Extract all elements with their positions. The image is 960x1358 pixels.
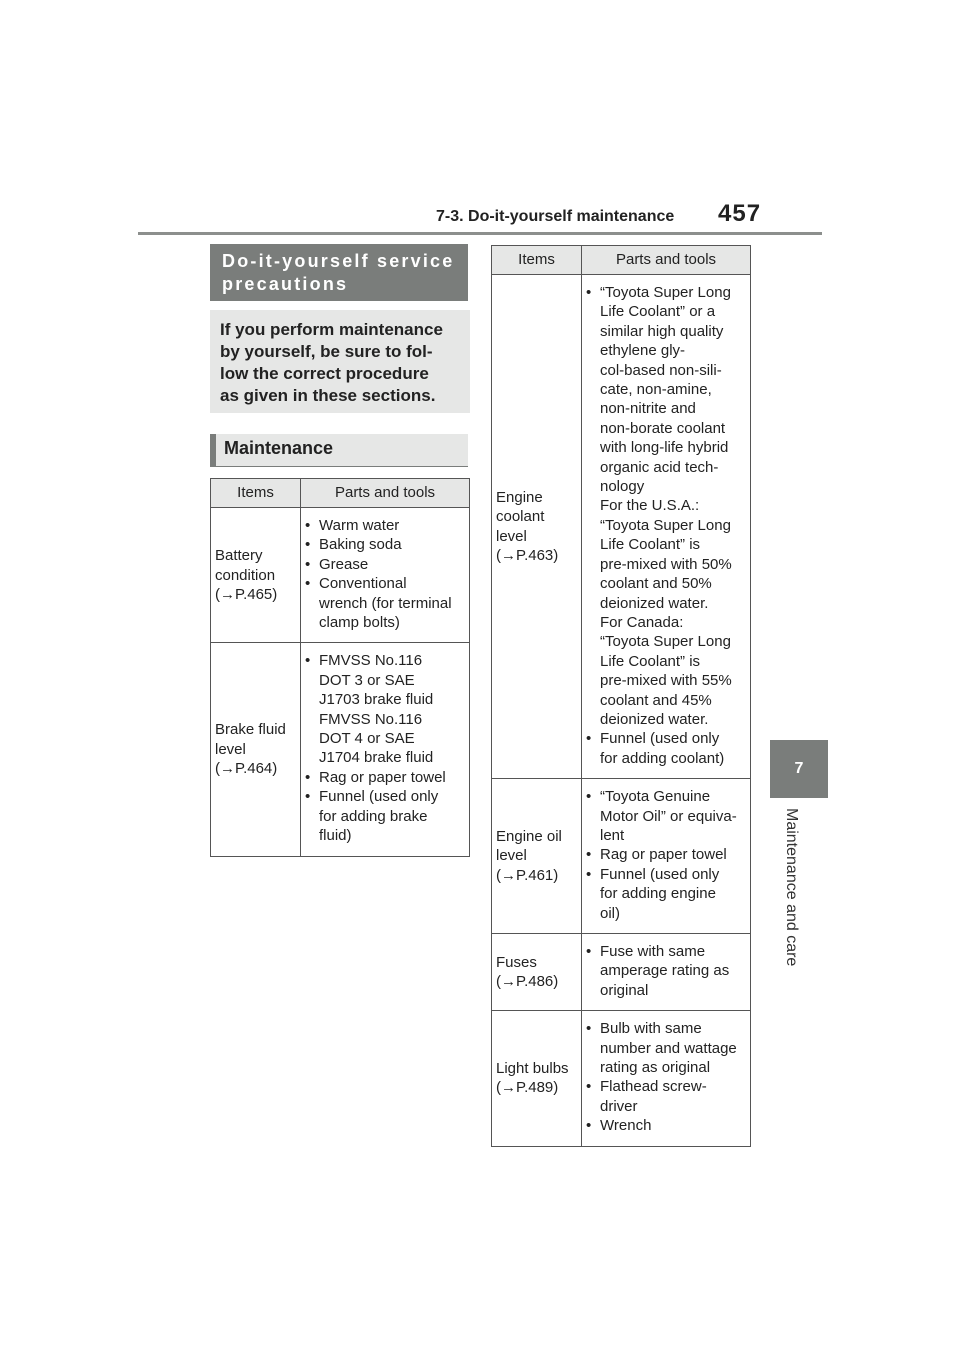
item-line: coolant bbox=[496, 508, 545, 526]
item-line: (→P.464) bbox=[215, 760, 278, 778]
intro-line: low the correct procedure bbox=[220, 364, 429, 383]
item-line: level bbox=[496, 527, 527, 545]
tool-line: coolant and 50% bbox=[600, 575, 712, 593]
tool-line: Life Coolant” or a bbox=[600, 303, 716, 321]
tools-cell bbox=[582, 934, 751, 1011]
item-line: Brake fluid bbox=[215, 721, 286, 739]
tools-cell bbox=[301, 508, 470, 643]
item-line: (→P.461) bbox=[496, 866, 559, 884]
section-header: 7-3. Do-it-yourself maintenance bbox=[436, 208, 675, 225]
tool-bullet-item: • Warm water bbox=[305, 516, 465, 535]
item-cell bbox=[492, 934, 582, 1011]
tool-line: wrench (for terminal bbox=[319, 594, 452, 612]
tools-cell bbox=[301, 643, 470, 856]
item-line: (→P.489) bbox=[496, 1079, 559, 1097]
tool-line: number and wattage bbox=[600, 1039, 737, 1057]
tool-bullet-item: • Funnel (used only bbox=[586, 729, 746, 748]
col-items-header: Items bbox=[492, 246, 582, 275]
table-row bbox=[492, 779, 751, 934]
tools-list bbox=[586, 1019, 746, 1135]
tools-cell bbox=[582, 779, 751, 934]
tool-bullet-item: • Grease bbox=[305, 555, 465, 574]
item-line: (→P.465) bbox=[215, 585, 278, 603]
tool-line: with long-life hybrid bbox=[600, 439, 729, 457]
tool-line: pre-mixed with 50% bbox=[600, 555, 732, 573]
col-tools-header: Parts and tools bbox=[582, 246, 751, 275]
tool-line: DOT 3 or SAE bbox=[319, 671, 415, 689]
tool-bullet-item: • Fuse with same bbox=[586, 942, 746, 961]
tool-bullet-item: • Funnel (used only bbox=[305, 787, 465, 806]
tool-bullet-item: • Flathead screw- bbox=[586, 1077, 746, 1096]
tools-list bbox=[305, 651, 465, 845]
item-line: Fuses bbox=[496, 953, 537, 971]
item-cell bbox=[492, 1011, 582, 1146]
tool-bullet-item: • FMVSS No.116 bbox=[305, 651, 465, 670]
item-line: condition bbox=[215, 566, 276, 584]
table-row bbox=[492, 1011, 751, 1146]
tool-line: non-borate coolant bbox=[600, 419, 726, 437]
precautions-intro bbox=[210, 310, 470, 413]
tool-bullet-item: • Funnel (used only bbox=[586, 865, 746, 884]
precautions-title bbox=[210, 244, 468, 301]
table-row bbox=[211, 508, 470, 643]
maintenance-table-left bbox=[210, 478, 470, 857]
tool-line: pre-mixed with 55% bbox=[600, 672, 732, 690]
tool-line: For the U.S.A.: bbox=[600, 497, 700, 515]
tool-bullet-item: • Wrench bbox=[586, 1116, 746, 1135]
item-cell bbox=[492, 779, 582, 934]
table-header-row bbox=[492, 246, 751, 275]
tool-line: rating as original bbox=[600, 1059, 711, 1077]
tool-bullet-item: • Baking soda bbox=[305, 535, 465, 554]
table-body bbox=[492, 275, 751, 1147]
tool-line: similar high quality bbox=[600, 322, 724, 340]
tool-bullet-item: • Conventional bbox=[305, 574, 465, 593]
tools-list bbox=[586, 787, 746, 923]
tool-line: original bbox=[600, 981, 649, 999]
maintenance-table-right bbox=[491, 245, 751, 1147]
tools-list bbox=[586, 283, 746, 768]
tool-line: organic acid tech- bbox=[600, 458, 719, 476]
item-line: level bbox=[496, 847, 527, 865]
item-line: level bbox=[215, 740, 246, 758]
item-line: Light bulbs bbox=[496, 1060, 569, 1078]
tool-line: “Toyota Super Long bbox=[600, 633, 731, 651]
tool-line: Motor Oil” or equiva- bbox=[600, 807, 737, 825]
tool-line: J1703 brake fluid bbox=[319, 691, 434, 709]
tools-list bbox=[586, 942, 746, 1000]
tool-line: amperage rating as bbox=[600, 962, 730, 980]
tool-bullet-item: • Bulb with same bbox=[586, 1019, 746, 1038]
tool-line: deionized water. bbox=[600, 594, 709, 612]
tool-line: For Canada: bbox=[600, 613, 684, 631]
col-tools-header: Parts and tools bbox=[301, 479, 470, 508]
table-row bbox=[492, 275, 751, 779]
tool-line: ethylene gly- bbox=[600, 342, 686, 360]
intro-line: by yourself, be sure to fol- bbox=[220, 342, 433, 361]
tool-line: oil) bbox=[600, 904, 621, 922]
tool-line: lent bbox=[600, 826, 625, 844]
header-divider bbox=[138, 232, 822, 235]
tool-bullet-item: • Rag or paper towel bbox=[305, 768, 465, 787]
tool-line: Life Coolant” is bbox=[600, 652, 701, 670]
tools-cell bbox=[582, 275, 751, 779]
item-cell bbox=[211, 508, 301, 643]
tools-cell bbox=[582, 1011, 751, 1146]
page-number: 457 bbox=[718, 200, 762, 227]
tool-line: col-based non-sili- bbox=[600, 361, 722, 379]
tool-line: FMVSS No.116 bbox=[319, 710, 423, 728]
tool-line: clamp bolts) bbox=[319, 614, 400, 632]
tool-line: coolant and 45% bbox=[600, 691, 712, 709]
item-line: Engine bbox=[496, 488, 543, 506]
tool-line: non-nitrite and bbox=[600, 400, 696, 418]
tool-bullet-item: • “Toyota Genuine bbox=[586, 787, 746, 806]
chapter-title: Maintenance and care bbox=[783, 808, 800, 967]
item-cell bbox=[492, 275, 582, 779]
tool-bullet-item: • Rag or paper towel bbox=[586, 845, 746, 864]
chapter-tab: 7 bbox=[770, 740, 828, 798]
tool-line: “Toyota Super Long bbox=[600, 516, 731, 534]
tool-line: Life Coolant” is bbox=[600, 536, 701, 554]
tool-line: driver bbox=[600, 1097, 638, 1115]
tool-line: J1704 brake fluid bbox=[319, 749, 434, 767]
table-header-row bbox=[211, 479, 470, 508]
item-line: Battery bbox=[215, 547, 263, 565]
table-row bbox=[492, 934, 751, 1011]
tool-bullet-item: • “Toyota Super Long bbox=[586, 283, 746, 302]
item-line: (→P.463) bbox=[496, 546, 559, 564]
tool-line: deionized water. bbox=[600, 710, 709, 728]
intro-line: If you perform maintenance bbox=[220, 320, 443, 339]
maintenance-heading: Maintenance bbox=[210, 434, 468, 467]
item-line: (→P.486) bbox=[496, 973, 559, 991]
tools-list bbox=[305, 516, 465, 632]
tool-line: for adding engine bbox=[600, 885, 716, 903]
precautions-title-line: precautions bbox=[222, 274, 349, 294]
table-body bbox=[211, 508, 470, 857]
tool-line: for adding coolant) bbox=[600, 749, 725, 767]
tool-line: DOT 4 or SAE bbox=[319, 730, 415, 748]
tool-line: cate, non-amine, bbox=[600, 381, 712, 399]
item-line: Engine oil bbox=[496, 827, 562, 845]
tool-line: nology bbox=[600, 478, 645, 496]
tool-line: fluid) bbox=[319, 827, 352, 845]
precautions-title-line: Do-it-yourself service bbox=[222, 251, 455, 271]
col-items-header: Items bbox=[211, 479, 301, 508]
intro-line: as given in these sections. bbox=[220, 386, 436, 405]
table-row bbox=[211, 643, 470, 856]
item-cell bbox=[211, 643, 301, 856]
tool-line: for adding brake bbox=[319, 807, 428, 825]
